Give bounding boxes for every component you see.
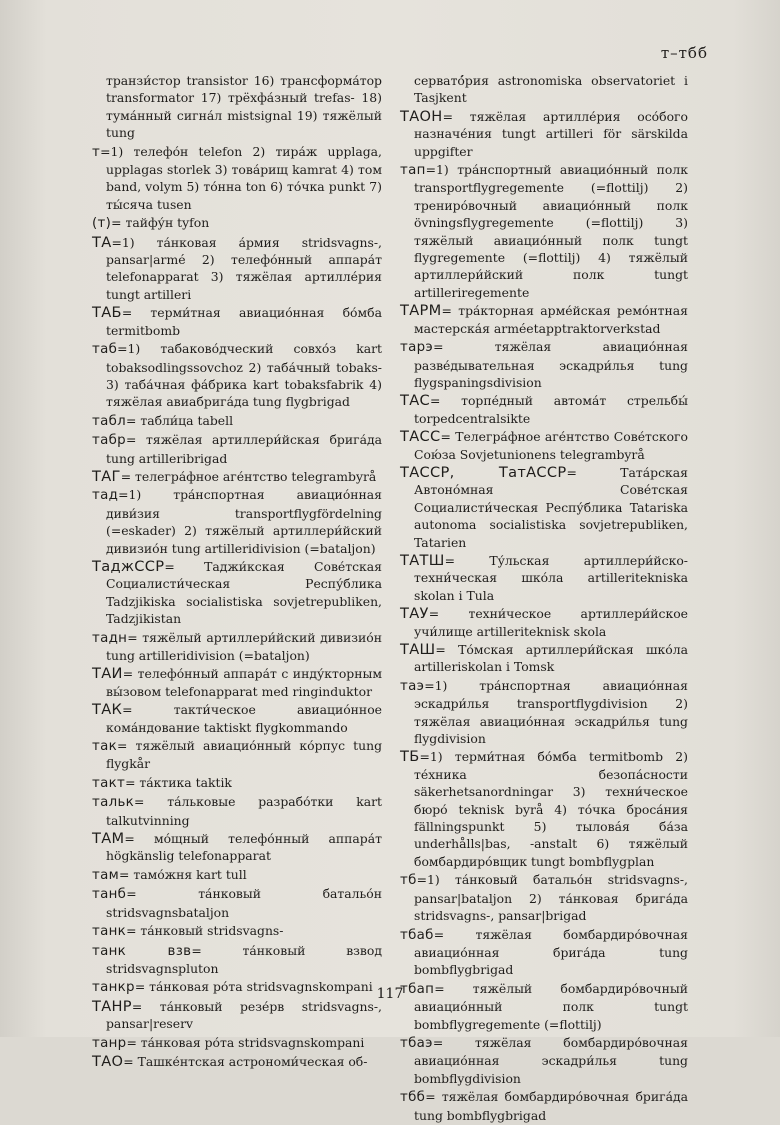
dictionary-entry: [400, 108, 688, 160]
entry-definition: = та́нковая ро́та stridsvagnskompani: [126, 1034, 365, 1050]
entry-definition: = тяжёлый артиллери́йский дивизио́н tung artilleridivision (=bataljon): [106, 629, 382, 663]
entry-headword: ТАОН: [400, 107, 443, 125]
dictionary-entry: [92, 942, 382, 978]
dictionary-entry: [400, 552, 688, 604]
entry-definition: =1) тра́нспортная авиацио́нная эскадри́лья transportflygdivision 2) тяжёлая авиацио́нная эскадри́лья tung flygdivision: [414, 677, 688, 747]
dictionary-entry: [92, 214, 382, 232]
entry-headword: тарэ: [400, 340, 434, 356]
dictionary-entry: [92, 998, 382, 1033]
entry-headword: ТАШ: [400, 641, 436, 658]
dictionary-entry: [92, 234, 382, 304]
entry-definition: = тайфу́н tyfon: [111, 215, 210, 231]
entry-definition: = Ташке́нтская астрономи́ческая об-: [123, 1053, 368, 1069]
dictionary-entry: [92, 1034, 382, 1052]
entry-headword: тбаэ: [400, 1035, 433, 1051]
entry-definition: = техни́ческое артиллери́йское учи́лище artilleriteknisk skola: [414, 606, 688, 639]
dictionary-entry: [92, 885, 382, 921]
dictionary-entry: [92, 793, 382, 829]
entry-definition: = та́нковый stridsvagns-: [126, 923, 284, 939]
entry-definition: = та́нковый резе́рв stridsvagns-, pansar|reserv: [106, 998, 382, 1032]
dictionary-entry: [92, 486, 382, 557]
dictionary-entry: [400, 338, 688, 391]
entry-definition: =1) та́нковая а́рмия stridsvagns-, pansar|armé 2) телефо́нный аппара́т telefonapparat 3) тяжёлая артилле́рия tungt artilleri: [106, 234, 382, 302]
dictionary-entry: [400, 677, 688, 748]
entry-headword: ТАУ: [400, 605, 429, 623]
entry-definition: =1) тра́нспортный авиацио́нный полк transportflygregemente (=flottilj) 2) трениро́вочный авиацио́нный полк övningsflygregemente (=flottilj) 3) тяжёлый авиацио́нный полк tungt flygregemente (=flottilj) 4) тяжёлый артиллери́йский полк tungt artilleriregemente: [414, 162, 688, 300]
entry-definition: = та́нковый взвод stridsvagnspluton: [106, 942, 382, 976]
entry-definition: = та́льковые разрабо́тки kart talkutvinning: [106, 794, 382, 828]
entry-headword: ТаджССР: [92, 557, 165, 575]
dictionary-entry: [92, 558, 382, 628]
entry-definition: = телефо́нный аппара́т с инду́кторным вы́зовом telefonapparat med ringinduktor: [106, 666, 382, 699]
entry-headword: таб: [92, 342, 118, 358]
entry-headword: ТАССР, ТатАССР: [400, 463, 567, 481]
dictionary-entry: [92, 1053, 382, 1070]
entry-headword: ТАБ: [92, 304, 122, 322]
entry-definition: =1) тра́нспортная авиацио́нная диви́зия transportflygfördelning (=eskader) 2) тяжёлый артиллери́йский дивизио́н tung artilleridivision (=bataljon): [106, 487, 382, 556]
entry-headword: так: [92, 739, 117, 755]
entry-definition: =1) та́нковый батальо́н stridsvagns-, pansar|bataljon 2) та́нковая брига́да stridsvagns-, pansar|brigad: [414, 872, 688, 924]
entry-definition: = Таджи́кская Сове́тская Социалисти́ческая Респу́блика Tadzjikiska socialistiska sovjetrepubliken, Tadzjikistan: [106, 558, 382, 627]
entry-definition: = телегра́фное аге́нтство telegrambyrå: [120, 468, 377, 484]
dictionary-entry: [92, 468, 382, 485]
dictionary-entry: [92, 866, 382, 884]
entry-definition: = мо́щный телефо́нный аппара́т högkänslig telefonapparat: [106, 831, 382, 864]
entry-definition: =1) табаково́дческий совхо́з kart tobaksodlingssovchoz 2) таба́чный tobaks- 3) таба́чная фа́брика kart tobaksfabrik 4) тяжёлая авиабрига́да tung flygbrigad: [106, 341, 382, 410]
dictionary-entry: [92, 737, 382, 773]
entry-headword: ТАРМ: [400, 302, 442, 320]
dictionary-entry: [92, 701, 382, 736]
entry-definition: = тяжёлый бомбардиро́вочный авиацио́нный полк tungt bombflygregemente (=flottilj): [414, 980, 688, 1032]
dictionary-entry: [92, 922, 382, 940]
dictionary-entry: [92, 774, 382, 792]
entry-headword: там: [92, 867, 120, 883]
entry-headword: тбаб: [400, 927, 434, 943]
entry-definition: = та́нковый батальо́н stridsvagnsbataljon: [106, 886, 382, 920]
entry-definition: = тяжёлая бомбардиро́вочная авиацио́нная брига́да tung bombflygbrigad: [414, 926, 688, 978]
entry-definition: = такти́ческое авиацио́нное кома́ндование taktiskt flygkommando: [106, 702, 382, 735]
dictionary-entry: [400, 464, 688, 551]
entry-headword: ТАК: [92, 701, 123, 719]
dictionary-entry: [400, 72, 688, 107]
entry-definition: = Ту́льская артиллери́йско-техни́ческая шко́ла artilleritekniska skolan i Tula: [414, 552, 688, 603]
entry-headword: тадн: [92, 630, 128, 646]
entry-headword: танк: [92, 924, 127, 940]
entry-headword: ТБ: [400, 748, 420, 766]
dictionary-entry: [92, 143, 382, 214]
dictionary-entry: [92, 431, 382, 467]
entry-definition: =1) телефо́н telefon 2) тира́ж upplaga, upplagas storlek 3) това́рищ kamrat 4) том band, volym 5) то́нна ton 6) то́чка punkt 7) ты́сяча tusen: [100, 143, 382, 212]
entry-headword: тад: [92, 488, 119, 504]
entry-definition: = тяжёлая артиллери́йская брига́да tung artilleribrigad: [106, 432, 382, 466]
dictionary-entry: [400, 871, 688, 924]
dictionary-entry: [400, 748, 688, 870]
entry-definition: = Тата́рская Автоно́мная Сове́тская Социалисти́ческая Респу́блика Tatariska autonoma socialistiska sovjetrepubliken, Tatarien: [414, 464, 688, 550]
dictionary-entry: [400, 302, 688, 337]
dictionary-entry: [400, 392, 688, 427]
entry-definition: = та́нковая ро́та stridsvagnskompani: [134, 979, 373, 995]
entry-definition: = табли́ца tabell: [126, 412, 234, 428]
left-column: [92, 72, 382, 1071]
entry-definition: = тяжёлая бомбардиро́вочная брига́да tung bombflygbrigad: [414, 1089, 688, 1123]
dictionary-entry: [400, 1034, 688, 1087]
entry-headword: тб: [400, 873, 417, 889]
dictionary-entry: [400, 641, 688, 676]
dictionary-entry: [400, 605, 688, 640]
entry-definition: = тяжёлый авиацио́нный ко́рпус tung flygkår: [106, 738, 382, 772]
entry-definition: серватó́рия astronomiska observatoriet i Tasjkent: [414, 73, 688, 106]
entry-definition: = То́мская артиллери́йская шко́ла artilleriskolan i Tomsk: [414, 642, 688, 675]
entry-headword: танб: [92, 887, 127, 903]
entry-headword: ТАС: [400, 392, 430, 410]
entry-headword: ТАО: [92, 1052, 124, 1070]
entry-definition: транзи́стор transistor 16) трансформа́тор transformator 17) трёхфа́зный trefas- 18) тума́нный сигна́л mistsignal 19) тяжёлый tung: [106, 73, 382, 141]
entry-definition: = торпе́дный автома́т стрельбы́ torpedcentralsikte: [414, 393, 688, 426]
entry-headword: табр: [92, 433, 126, 449]
entry-headword: т: [92, 144, 101, 160]
dictionary-entry: [400, 1088, 688, 1124]
dictionary-entry: [92, 412, 382, 430]
entry-definition: = тра́кторная арме́йская ремо́нтная мастерска́я arméetapptraktorverkstad: [414, 303, 688, 336]
entry-headword: ТА: [92, 233, 112, 251]
entry-headword: ТАМ: [92, 830, 125, 848]
dictionary-entry: [92, 340, 382, 411]
entry-definition: =1) терми́тная бо́мба termitbomb 2) те́хника безопа́сности säkerhetsanordningar 3) техни́ческое бюро́ teknisk byrå 4) то́чка броса́ния fällningspunkt 5) тыловáя ба́за underhålls|bas, -anstalt 6) тяжёлый бомбардиро́вщик tungt bombflygplan: [414, 749, 688, 869]
entry-definition: = Телегра́фное аге́нтство Сове́тского Сою́за Sovjetunionens telegrambyrå: [414, 429, 688, 462]
entry-headword: тап: [400, 163, 426, 179]
entry-headword: табл: [92, 413, 127, 429]
entry-headword: танк взв: [92, 943, 192, 959]
entry-definition: = тамо́жня kart tull: [119, 866, 247, 882]
dictionary-entry: [400, 926, 688, 979]
running-head: т–тбб: [660, 44, 708, 62]
entry-headword: тальк: [92, 795, 135, 811]
entry-definition: = тяжёлая артилле́рия осо́бого назначе́ния tungt artilleri för särskilda uppgifter: [414, 108, 688, 159]
right-column: [400, 72, 688, 1125]
dictionary-entry: [92, 830, 382, 865]
entry-headword: таэ: [400, 678, 425, 694]
dictionary-entry: [92, 304, 382, 339]
entry-headword: ТАГ: [92, 467, 121, 485]
entry-headword: танр: [92, 1035, 127, 1051]
dictionary-entry: [400, 161, 688, 301]
dictionary-entry: [92, 629, 382, 665]
dictionary-entry: [92, 72, 382, 142]
entry-definition: = тяжёлая бомбардиро́вочная авиацио́нная эскадри́лья tung bombflygdivision: [414, 1034, 688, 1086]
entry-headword: ТАНР: [92, 997, 132, 1015]
entry-headword: ТАИ: [92, 665, 123, 683]
entry-definition: = терми́тная авиацио́нная бо́мба termitbomb: [106, 305, 382, 338]
entry-headword: такт: [92, 775, 126, 791]
entry-headword: ТАТШ: [400, 551, 445, 569]
entry-headword: (т): [92, 216, 112, 232]
entry-definition: = тяжёлая авиацио́нная разве́дывательная эскадри́лья tung flygspaningsdivision: [414, 339, 688, 390]
entry-headword: танкр: [92, 980, 135, 996]
entry-headword: тбап: [400, 981, 435, 997]
dictionary-entry: [400, 428, 688, 463]
entry-definition: = та́ктика taktik: [125, 774, 232, 790]
entry-headword: тбб: [400, 1090, 426, 1106]
entry-headword: ТАСС: [400, 428, 441, 446]
page-number: 117: [376, 986, 404, 1002]
dictionary-entry: [92, 665, 382, 700]
